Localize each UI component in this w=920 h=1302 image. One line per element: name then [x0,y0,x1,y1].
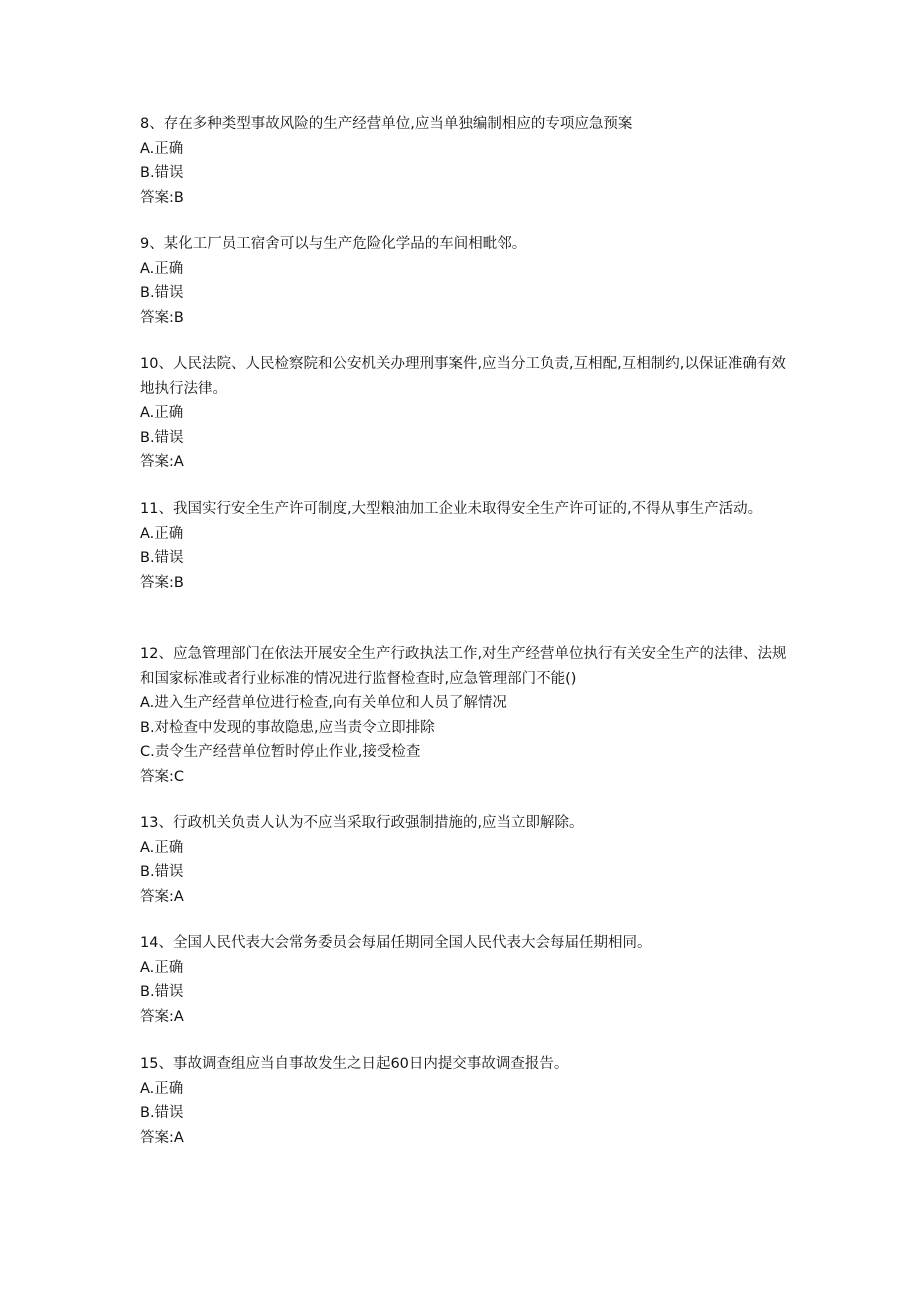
answer: 答案:A [140,888,184,905]
option-a: A.正确 [140,959,184,976]
option-b: B.错误 [140,429,184,446]
question-block [140,811,790,909]
answer: 答案:A [140,1008,184,1025]
option-b: B.错误 [140,285,184,301]
question-block [140,497,790,595]
option-b: B.对检查中发现的事故隐患,应当责令立即排除 [140,719,435,736]
answer: 答案:B [140,309,184,326]
option-c: C.责令生产经营单位暂时停止作业,接受检查 [140,744,421,760]
answer: 答案:A [140,1129,184,1146]
question-block [140,352,790,475]
question-text: 14、全国人民代表大会常务委员会每届任期同全国人民代表大会每届任期相同。 [140,935,652,951]
option-a: A.正确 [140,1080,184,1097]
question-text: 11、我国实行安全生产许可制度,大型粮油加工企业未取得安全生产许可证的,不得从事生产活动。 [140,501,763,517]
option-a: A.正确 [140,839,184,856]
answer: 答案:B [140,574,184,591]
answer: 答案:C [140,768,185,785]
option-a: A.正确 [140,405,184,421]
option-a: A.进入生产经营单位进行检查,向有关单位和人员了解情况 [140,695,507,711]
answer: 答案:B [140,189,184,206]
option-a: A.正确 [140,525,184,542]
option-b: B.错误 [140,1105,184,1121]
question-text: 8、存在多种类型事故风险的生产经营单位,应当单独编制相应的专项应急预案 [140,116,633,132]
option-b: B.错误 [140,165,184,181]
question-block [140,1052,790,1150]
option-b: B.错误 [140,984,184,1000]
option-a: A.正确 [140,140,184,157]
option-b: B.错误 [140,550,184,566]
question-block [140,642,790,789]
question-text: 15、事故调查组应当自事故发生之日起60日内提交事故调查报告。 [140,1056,569,1072]
option-b: B.错误 [140,864,184,880]
answer: 答案:A [140,454,184,470]
question-block [140,931,790,1029]
question-text: 9、某化工厂员工宿舍可以与生产危险化学品的车间相毗邻。 [140,236,527,252]
option-a: A.正确 [140,260,184,277]
question-text: 13、行政机关负责人认为不应当采取行政强制措施的,应当立即解除。 [140,815,584,831]
question-block [140,232,790,330]
question-text: 12、应急管理部门在依法开展安全生产行政执法工作,对生产经营单位执行有关安全生产的法律、法规和国家标准或者行业标准的情况进行监督检查时,应急管理部门不能() [140,646,787,687]
question-text: 10、人民法院、人民检察院和公安机关办理刑事案件,应当分工负责,互相配,互相制约,以保证准确有效地执行法律。 [140,356,786,397]
question-block [140,112,790,210]
